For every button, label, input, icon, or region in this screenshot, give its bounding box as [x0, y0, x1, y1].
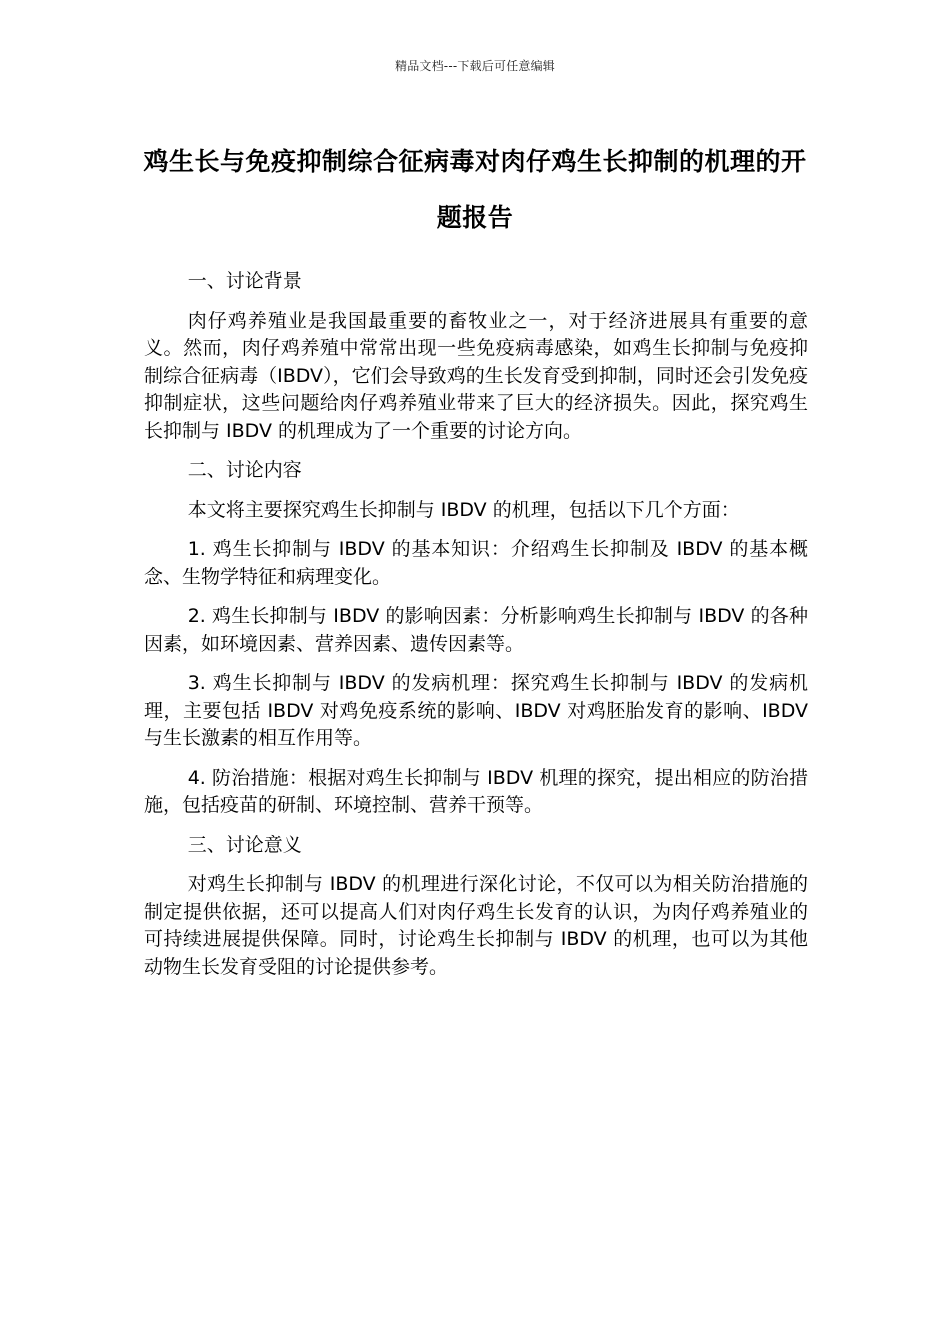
- content-item-2: 2. 鸡生长抑制与 IBDV 的影响因素：分析影响鸡生长抑制与 IBDV 的各种因素，如环境因素、营养因素、遗传因素等。: [144, 605, 808, 655]
- content-intro-paragraph: 本文将主要探究鸡生长抑制与 IBDV 的机理，包括以下几个方面：: [187, 498, 740, 521]
- section-heading-content: 二、讨论内容: [187, 459, 302, 481]
- significance-paragraph: 对鸡生长抑制与 IBDV 的机理进行深化讨论，不仅可以为相关防治措施的制定提供依据，还可以提高人们对肉仔鸡生长发育的认识，为肉仔鸡养殖业的可持续进展提供保障。同时，讨论鸡生长抑制与 IBDV 的机理，也可以为其他动物生长发育受阻的讨论提供参考。: [144, 873, 808, 978]
- section-heading-significance: 三、讨论意义: [187, 833, 302, 856]
- document-body: [144, 268, 808, 993]
- background-paragraph: 肉仔鸡养殖业是我国最重要的畜牧业之一，对于经济进展具有重要的意义。然而，肉仔鸡养殖中常常出现一些免疫病毒感染，如鸡生长抑制与免疫抑制综合征病毒（IBDV），它们会导致鸡的生长发育受到抑制，同时还会引发免疫抑制症状，这些问题给肉仔鸡养殖业带来了巨大的经济损失。因此，探究鸡生长抑制与 IBDV 的机理成为了一个重要的讨论方向。: [144, 309, 808, 442]
- page-header: 精品文档---下载后可任意编辑: [395, 59, 555, 73]
- section-heading-background: 一、讨论背景: [187, 270, 302, 292]
- content-item-3: 3. 鸡生长抑制与 IBDV 的发病机理：探究鸡生长抑制与 IBDV 的发病机理，主要包括 IBDV 对鸡免疫系统的影响、IBDV 对鸡胚胎发育的影响、IBDV 与生长激素的相互作用等。: [144, 672, 808, 749]
- content-item-1: 1. 鸡生长抑制与 IBDV 的基本知识：介绍鸡生长抑制及 IBDV 的基本概念、生物学特征和病理变化。: [144, 538, 808, 588]
- document-title: 鸡生长与免疫抑制综合征病毒对肉仔鸡生长抑制的机理的开题报告: [143, 147, 807, 232]
- content-item-4: 4. 防治措施：根据对鸡生长抑制与 IBDV 机理的探究，提出相应的防治措施，包括疫苗的研制、环境控制、营养干预等。: [144, 766, 808, 816]
